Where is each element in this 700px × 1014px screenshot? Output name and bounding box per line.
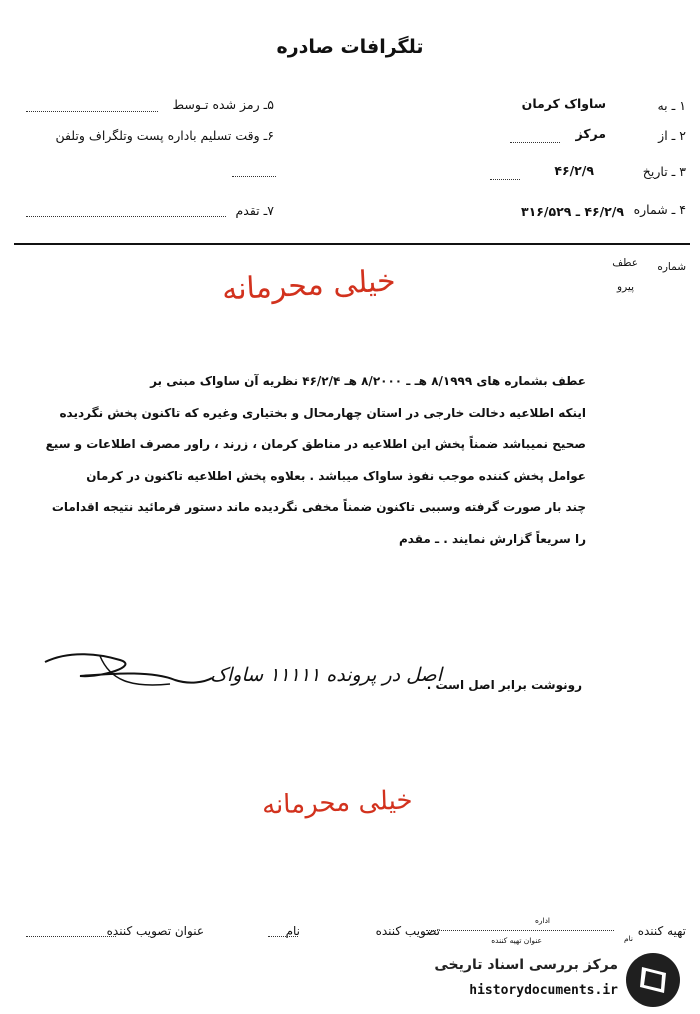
date-dotted-line — [490, 179, 520, 180]
handwritten-note: اصل در پرونده ۱۱۱۱۱ ساواک — [210, 664, 442, 686]
body-line: را سریعاً گزارش نمایند . ـ مقدم — [398, 531, 586, 546]
side-atf-label: عطف — [612, 257, 638, 269]
signature-scribble — [40, 640, 215, 700]
encoded-by-label: ۵ـ رمز شده تـوسط — [172, 97, 274, 112]
to-value: ساواک کرمان — [521, 96, 606, 111]
precedence-dotted-line — [26, 216, 226, 217]
archive-logo-icon — [626, 953, 680, 1007]
footer-approver-title-dotted-line — [26, 936, 116, 937]
footer-name2-dotted-line — [268, 936, 298, 937]
body-line: عطف بشماره های ۸/۱۹۹۹ هـ ـ ۸/۲۰۰۰ هـ ۴۶/۲/۴ نظریه آن ساواک مبنی بر — [150, 374, 586, 388]
header-divider — [14, 243, 690, 245]
date-label: ۳ ـ تاریخ — [642, 164, 686, 179]
footer-preparer-dotted-line — [426, 930, 614, 931]
body-line: اینکه اطلاعیه دخالت خارجی در استان چهارمحال و بختیاری وغیره که تاکنون پخش نگردیده — [59, 405, 586, 420]
date-value: ۴۶/۲/۹ — [554, 163, 594, 178]
copy-note: رونوشت برابر اصل است . — [426, 678, 582, 692]
footer-prepared-by: تهیه کننده — [637, 924, 686, 938]
precedence-label: ۷ـ تقدم — [235, 203, 274, 218]
delivery-time-label: ۶ـ وقت تسلیم باداره پست وتلگراف وتلفن — [55, 128, 274, 143]
footer-name2: نام — [285, 924, 300, 938]
encoded-by-dotted-line — [26, 111, 158, 112]
body-line: عوامل پخش کننده موجب نفوذ ساواک میباشد . بعلاوه پخش اطلاعیه تاکنون در کرمان — [86, 468, 586, 483]
footer-name1: نام — [623, 934, 633, 943]
side-peyro-label: پیرو — [617, 281, 634, 293]
delivery-time-dotted-line — [232, 176, 276, 177]
footer-director: اداره — [534, 916, 550, 925]
classification-stamp-bottom: خیلی محرمانه — [261, 785, 414, 821]
watermark-site-name: مرکز بررسی اسناد تاریخی — [434, 957, 618, 973]
telegram-body — [18, 366, 586, 555]
to-label: ۱ ـ به — [657, 98, 686, 113]
footer-approver-title: عنوان تصویب کننده — [106, 924, 204, 938]
from-label: ۲ ـ از — [658, 128, 686, 143]
footer-title-preparer: عنوان تهیه کننده — [491, 936, 542, 945]
body-line: صحیح نمیباشد ضمناً پخش این اطلاعیه در مناطق کرمان ، زرند ، راور مصرف اطلاعات و سیع — [45, 437, 586, 451]
document-title: تلگرافات صادره — [276, 36, 424, 58]
from-dotted-line — [510, 142, 560, 143]
from-value: مرکز — [575, 126, 606, 141]
body-line: چند بار صورت گرفته وسببی تاکنون ضمناً مخفی نگردیده ماند دستور فرمائید نتیجه اقدامات — [51, 500, 586, 514]
number-label: ۴ ـ شماره — [633, 202, 686, 217]
side-number-label: شماره — [657, 261, 686, 273]
watermark — [400, 953, 680, 1009]
footer-approver: تصویب کننده — [375, 924, 440, 938]
number-value: ۴۶/۲/۹ ـ ۳۱۶/۵۲۹ — [521, 204, 624, 219]
classification-stamp-top: خیلی محرمانه — [221, 263, 397, 308]
watermark-site-url: historydocuments.ir — [469, 983, 618, 998]
